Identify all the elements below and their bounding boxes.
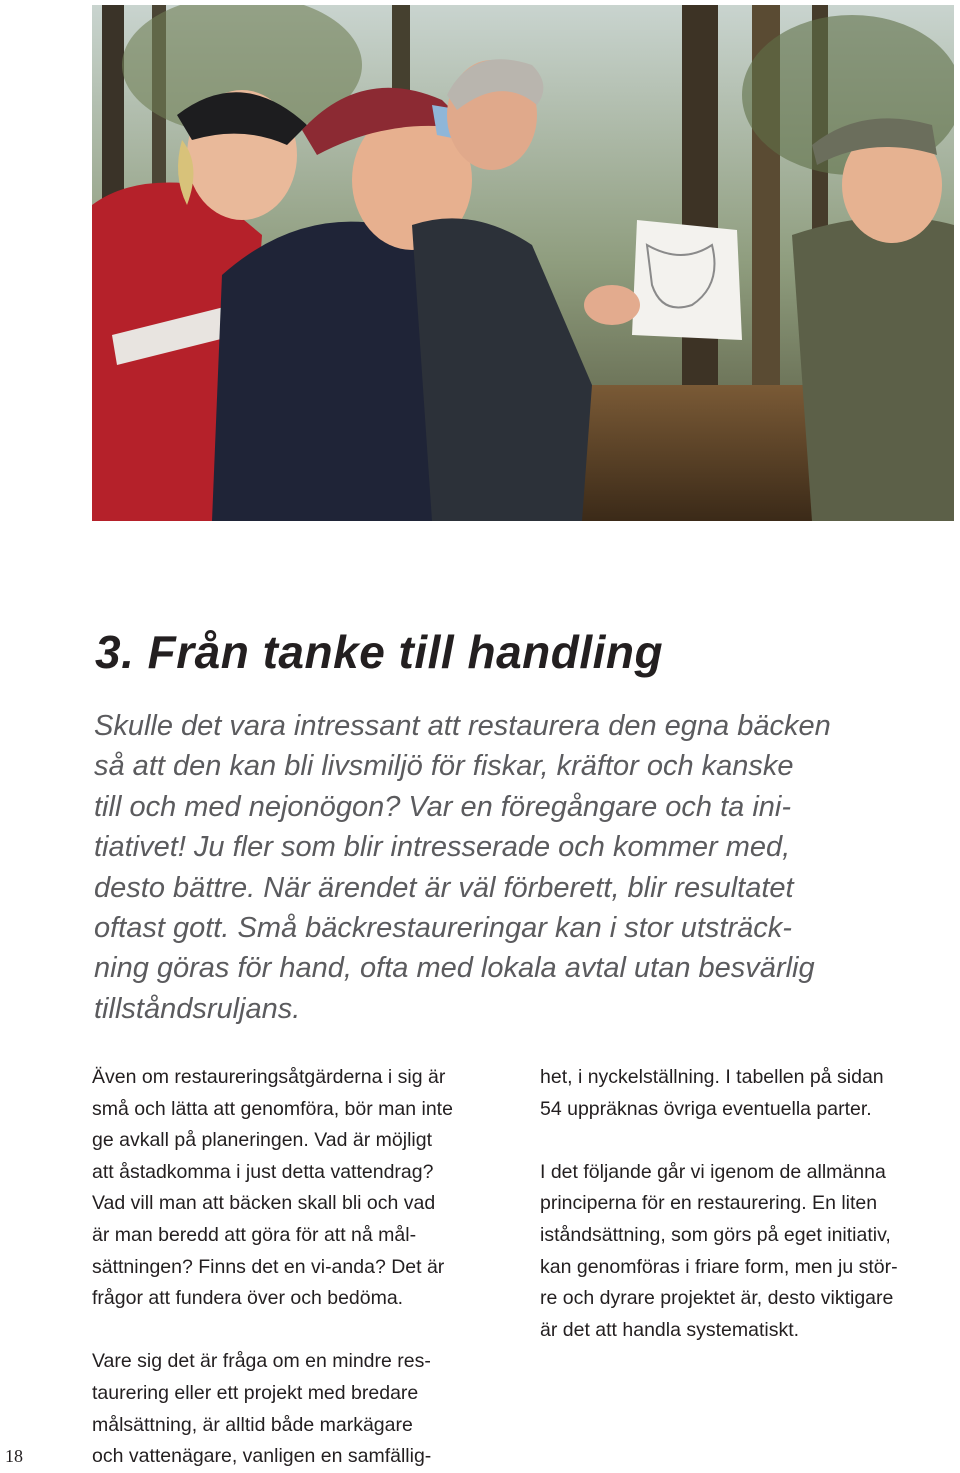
body-paragraph bbox=[540, 1157, 960, 1347]
body-line: Vad vill man att bäcken skall bli och vad bbox=[92, 1192, 436, 1215]
body-line: Även om restaureringsåtgärderna i sig är bbox=[92, 1066, 446, 1088]
people-in-forest-photo bbox=[92, 5, 954, 521]
body-line: het, i nyckelställning. I tabellen på sidan bbox=[540, 1066, 884, 1088]
body-line: taurering eller ett projekt med bredare bbox=[92, 1381, 419, 1404]
body-line: sättningen? Finns det en vi-anda? Det är bbox=[92, 1255, 445, 1278]
body-line: är det att handla systematiskt. bbox=[540, 1318, 800, 1341]
lead-line: tiativet! Ju fler som blir intresserade och kommer med, bbox=[94, 831, 791, 864]
lead-line: desto bättre. När ärendet är väl förberett, blir resultatet bbox=[94, 871, 794, 904]
body-line: principerna för en restaurering. En liten bbox=[540, 1192, 878, 1215]
body-line: att åstadkomma i just detta vattendrag? bbox=[92, 1160, 434, 1183]
body-paragraph bbox=[92, 1062, 512, 1315]
body-line: 54 uppräknas övriga eventuella parter. bbox=[540, 1097, 872, 1120]
lead-line: Skulle det vara intressant att restaurera den egna bäcken bbox=[94, 710, 831, 742]
lead-line: oftast gott. Små bäckrestaureringar kan i stor utsträck- bbox=[94, 912, 792, 945]
lead-line: till och med nejonögon? Var en föregångare och ta ini- bbox=[94, 790, 791, 823]
lead-line: tillståndsruljans. bbox=[94, 992, 301, 1025]
chapter-title: 3. Från tanke till handling bbox=[95, 626, 664, 678]
lead-line: ning göras för hand, ofta med lokala avtal utan besvärlig bbox=[94, 952, 815, 985]
body-column-left bbox=[92, 1062, 512, 1473]
paragraph-gap bbox=[540, 1125, 960, 1157]
body-line: är man beredd att göra för att nå mål- bbox=[92, 1223, 417, 1246]
body-line: och vattenägare, vanligen en samfällig- bbox=[92, 1445, 432, 1468]
page-number: 18 bbox=[5, 1446, 23, 1466]
body-line: re och dyrare projektet är, desto viktigare bbox=[540, 1287, 894, 1310]
body-line: Vare sig det är fråga om en mindre res- bbox=[92, 1350, 431, 1373]
paragraph-gap bbox=[92, 1315, 512, 1347]
lead-line: så att den kan bli livsmiljö för fiskar, kräftor och kanske bbox=[94, 750, 794, 783]
body-line: målsättning, är alltid både markägare bbox=[92, 1413, 413, 1436]
body-line: I det följande går vi igenom de allmänna bbox=[540, 1160, 886, 1183]
body-paragraph bbox=[92, 1346, 512, 1472]
lead-paragraph bbox=[94, 706, 924, 1029]
body-line: iståndsättning, som görs på eget initiativ, bbox=[540, 1223, 891, 1246]
body-column-right bbox=[540, 1062, 960, 1346]
body-line: frågor att fundera över och bedöma. bbox=[92, 1287, 404, 1310]
body-line: små och lätta att genomföra, bör man inte bbox=[92, 1097, 453, 1120]
body-paragraph bbox=[540, 1062, 960, 1125]
body-line: ge avkall på planeringen. Vad är möjligt bbox=[92, 1129, 433, 1152]
body-line: kan genomföras i friare form, men ju stör- bbox=[540, 1255, 898, 1278]
